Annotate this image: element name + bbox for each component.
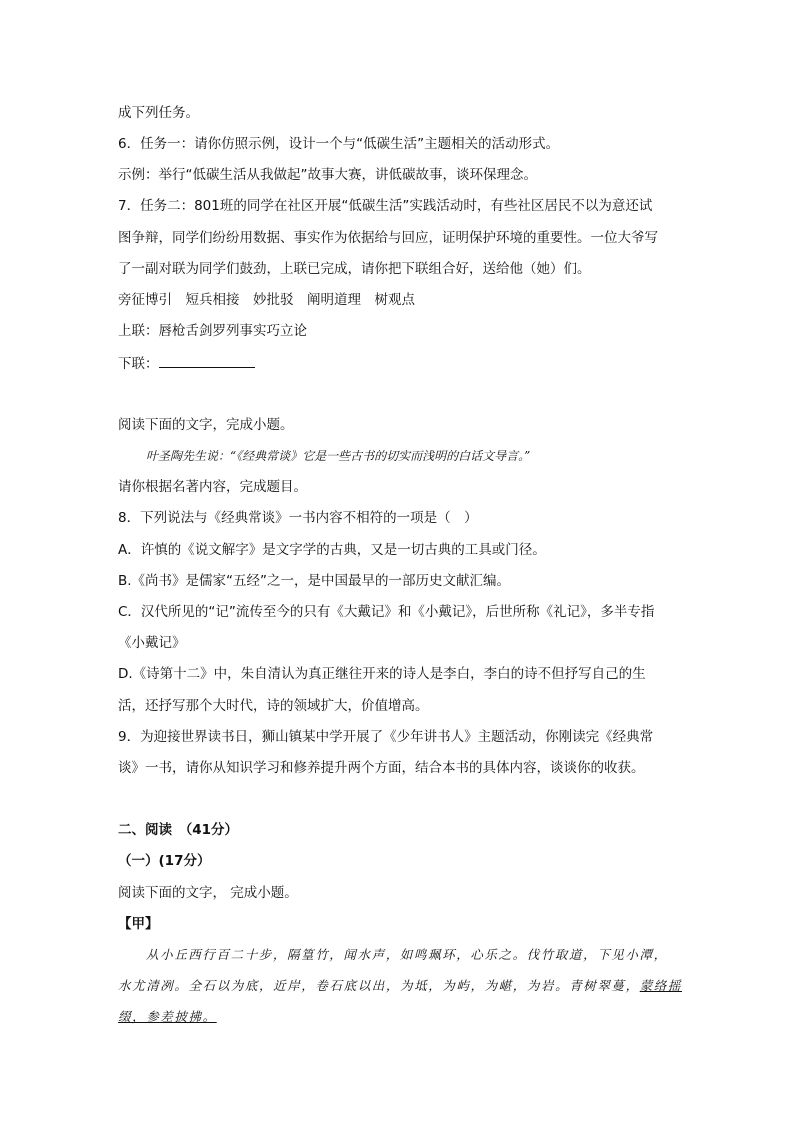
question-8: 8．下列说法与《经典常谈》一书内容不相符的一项是（ ） bbox=[118, 510, 478, 526]
instruction-line: 请你根据名著内容，完成题目。 bbox=[118, 479, 307, 495]
word-options: 旁征博引 短兵相接 妙批驳 阐明道理 树观点 bbox=[118, 292, 415, 308]
subsection-heading: （一）(17分） bbox=[118, 853, 211, 869]
option-c-line-2: 《小戴记》 bbox=[118, 635, 186, 651]
lower-couplet bbox=[118, 353, 255, 373]
task-7-line-2: 图争辩，同学们纷纷用数据、事实作为依据给与回应，证明保护环境的重要性。一位大爷写 bbox=[118, 230, 658, 246]
option-c-line-1: C．汉代所见的“记”流传至今的只有《大戴记》和《小戴记》，后世所称《礼记》，多半专指 bbox=[118, 604, 655, 620]
task-6: 6．任务一：请你仿照示例，设计一个与“低碳生活”主题相关的活动形式。 bbox=[118, 136, 560, 152]
classical-passage-line-2 bbox=[118, 977, 682, 995]
option-d-line-1: D.《诗第十二》中，朱自清认为真正继往开来的诗人是李白，李白的诗不但抒写自己的生 bbox=[118, 666, 646, 682]
ye-shengtao-quote: 叶圣陶先生说：“《经典常谈》它是一些古书的切实而浅明的白话文导言。” bbox=[146, 449, 531, 463]
classical-passage-text: 水尤清冽。全石以为底，近岸，卷石底以出，为坻，为屿，为嵁，为岩。青树翠蔓， bbox=[118, 978, 640, 993]
task-7-line-3: 了一副对联为同学们鼓劲，上联已完成，请你把下联组合好，送给他（她）们。 bbox=[118, 261, 591, 277]
option-d-line-2: 活，还抒写那个大时代，诗的领域扩大，价值增高。 bbox=[118, 698, 429, 714]
line-continuation: 成下列任务。 bbox=[118, 105, 199, 121]
reading-instruction-2: 阅读下面的文字， 完成小题。 bbox=[118, 885, 298, 901]
upper-couplet: 上联：唇枪舌剑罗列事实巧立论 bbox=[118, 323, 307, 339]
question-9-line-2: 谈》一书，请你从知识学习和修养提升两个方面，结合本书的具体内容，谈谈你的收获。 bbox=[118, 760, 645, 776]
reading-instruction: 阅读下面的文字，完成小题。 bbox=[118, 417, 294, 433]
question-9-line-1: 9．为迎接世界读书日，狮山镇某中学开展了《少年讲书人》主题活动，你刚读完《经典常 bbox=[118, 729, 654, 745]
task-7-line-1: 7．任务二：801班的同学在社区开展“低碳生活”实践活动时，有些社区居民不以为意还试 bbox=[118, 198, 653, 214]
classical-passage-line-1: 从小丘西行百二十步，隔篁竹，闻水声，如鸣珮环，心乐之。伐竹取道，下见小潭， bbox=[146, 947, 668, 962]
lower-couplet-label: 下联： bbox=[118, 356, 159, 372]
answer-blank[interactable] bbox=[159, 353, 255, 368]
passage-label-jia: 【甲】 bbox=[118, 916, 159, 932]
underlined-phrase: 蒙络摇 bbox=[639, 978, 683, 993]
classical-passage-line-3: 缀，参差披拂。 bbox=[118, 1009, 217, 1024]
option-a: A．许慎的《说文解字》是文字学的古典，又是一切古典的工具或门径。 bbox=[118, 542, 546, 558]
example-line: 示例：举行“低碳生活从我做起”故事大赛，讲低碳故事，谈环保理念。 bbox=[118, 167, 537, 183]
section-heading: 二、阅读 （41分） bbox=[118, 822, 239, 838]
option-b: B.《尚书》是儒家“五经”之一，是中国最早的一部历史文献汇编。 bbox=[118, 573, 511, 589]
